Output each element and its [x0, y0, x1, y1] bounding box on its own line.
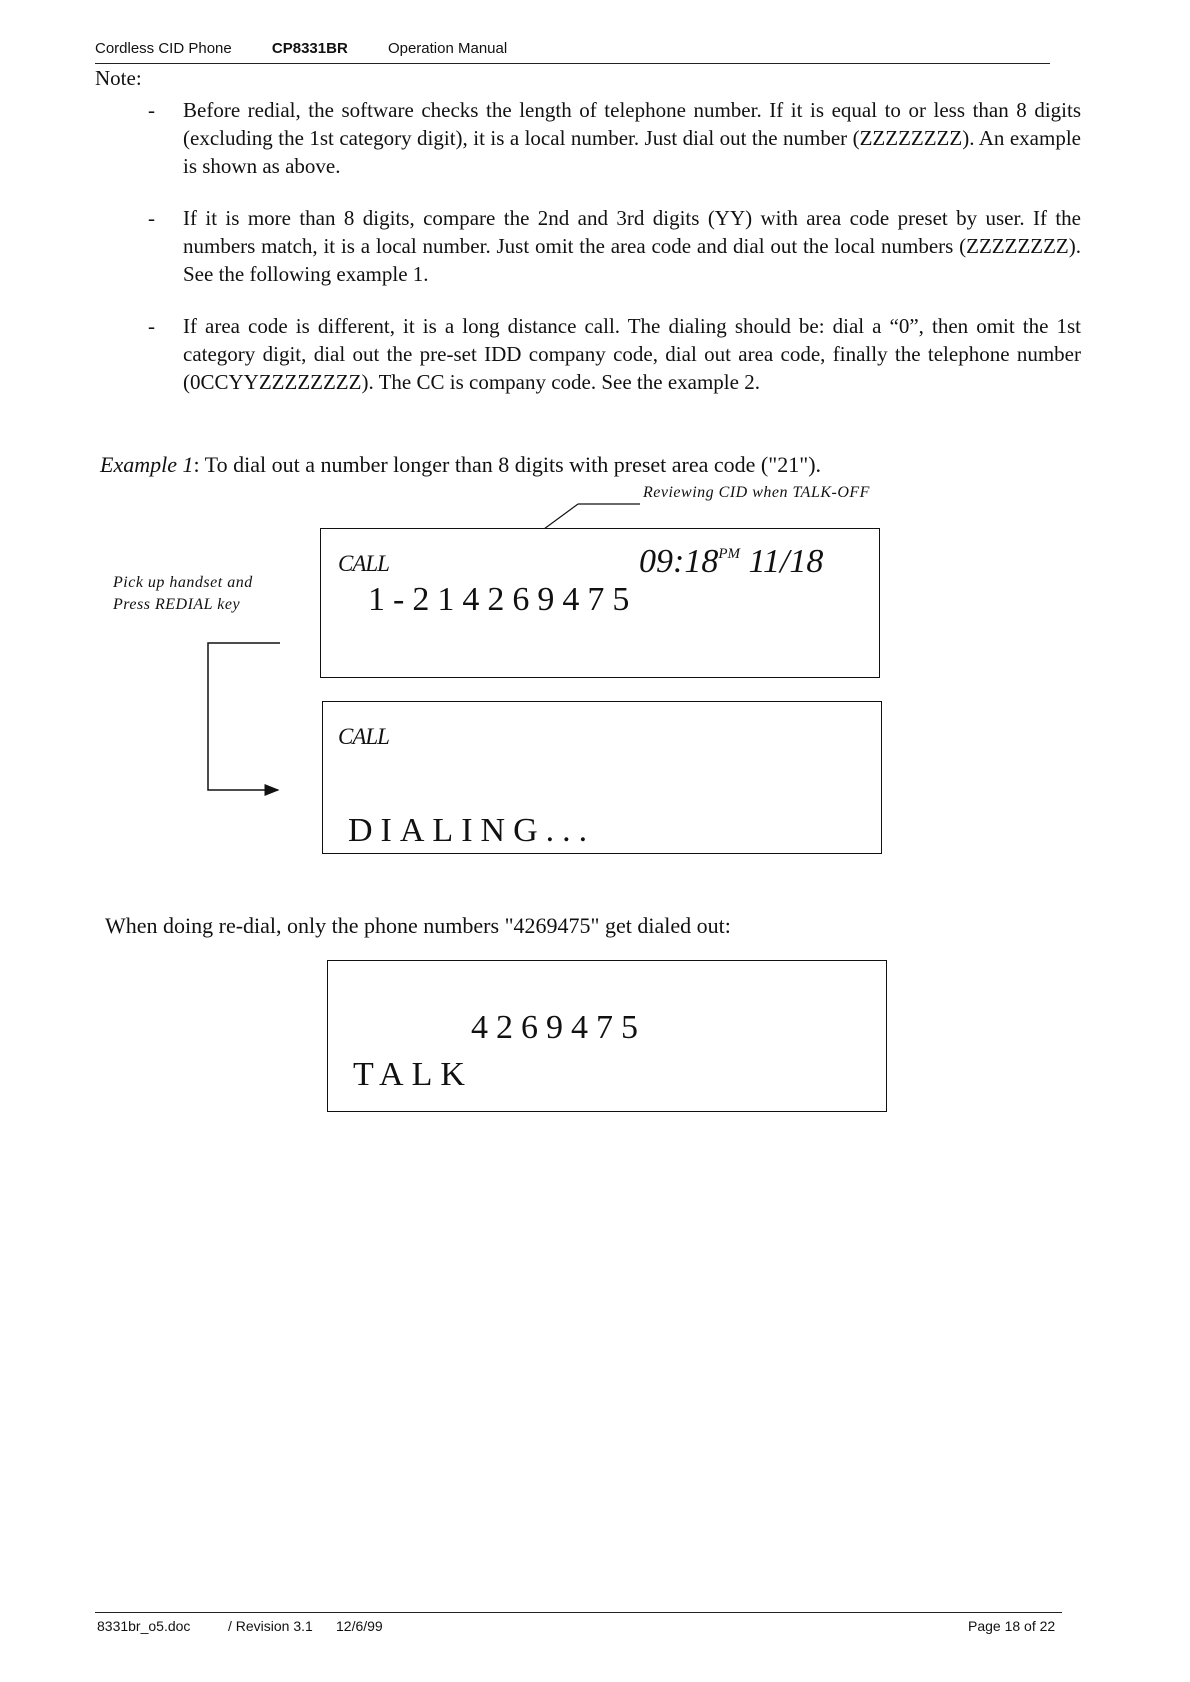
lcd3-number: 4269475 [471, 1009, 646, 1046]
bullet-text-3: If area code is different, it is a long distance call. The dialing should be: dial a “0”, then omit the 1st category digit, dial out the pre-set IDD company code, dial out area code, finally the telephone number (0CCYYZZZZZZZZ). The CC is company code. See the example 2. [183, 314, 1081, 394]
lcd2-status: DIALING... [348, 812, 596, 849]
lcd-screen-1 [320, 528, 880, 678]
bullet-dash: - [148, 206, 155, 230]
footer-file: 8331br_o5.doc [97, 1618, 191, 1634]
review-caption: Reviewing CID when TALK-OFF [643, 484, 870, 501]
lcd-screen-2 [322, 701, 882, 854]
lcd1-time: $09:18^{PM}$ 11/18 [639, 543, 824, 580]
header-doc: Operation Manual [387, 40, 508, 57]
footer-revision: / Revision 3.1 [228, 1618, 313, 1634]
lcd3-status: TALK [353, 1056, 473, 1093]
footer-page: Page 18 of 22 [968, 1618, 1056, 1634]
bullet-dash: - [148, 314, 155, 338]
lcd1-call-label: CALL [338, 551, 389, 576]
lcd-screen-3 [327, 960, 887, 1112]
pick-up-caption: Pick up handset and Press REDIAL key [113, 574, 253, 613]
example-text: : To dial out a number longer than 8 digits with preset area code ("21"). [193, 452, 822, 477]
bullet-text-1: Before redial, the software checks the length of telephone number. If it is equal to or less than 8 digits (excluding the 1st category digit), it is a local number. Just dial out the number (ZZZZZZZZ). An example is shown as above. [183, 98, 1081, 178]
footer-date: 12/6/99 [336, 1618, 383, 1634]
note-label: Note: [95, 66, 142, 90]
bullet-text-2: If it is more than 8 digits, compare the 2nd and 3rd digits (YY) with area code preset by user. If the numbers match, it is a local number. Just omit the area code and dial out the local numbers (ZZZZZZZZ). See the following example 1. [183, 206, 1081, 286]
footer-rule [95, 1612, 1062, 1613]
header-product: Cordless CID Phone [95, 40, 232, 57]
header-model: CP8331BR [271, 40, 348, 57]
redial-text: When doing re-dial, only the phone numbers "4269475" get dialed out: [105, 913, 731, 938]
example-label: Example 1 [100, 452, 194, 477]
flow-arrow [208, 643, 280, 790]
bullet-dash: - [148, 98, 155, 122]
lcd2-call-label: CALL [338, 724, 389, 749]
lcd1-number: 1-214269475 [368, 581, 638, 618]
